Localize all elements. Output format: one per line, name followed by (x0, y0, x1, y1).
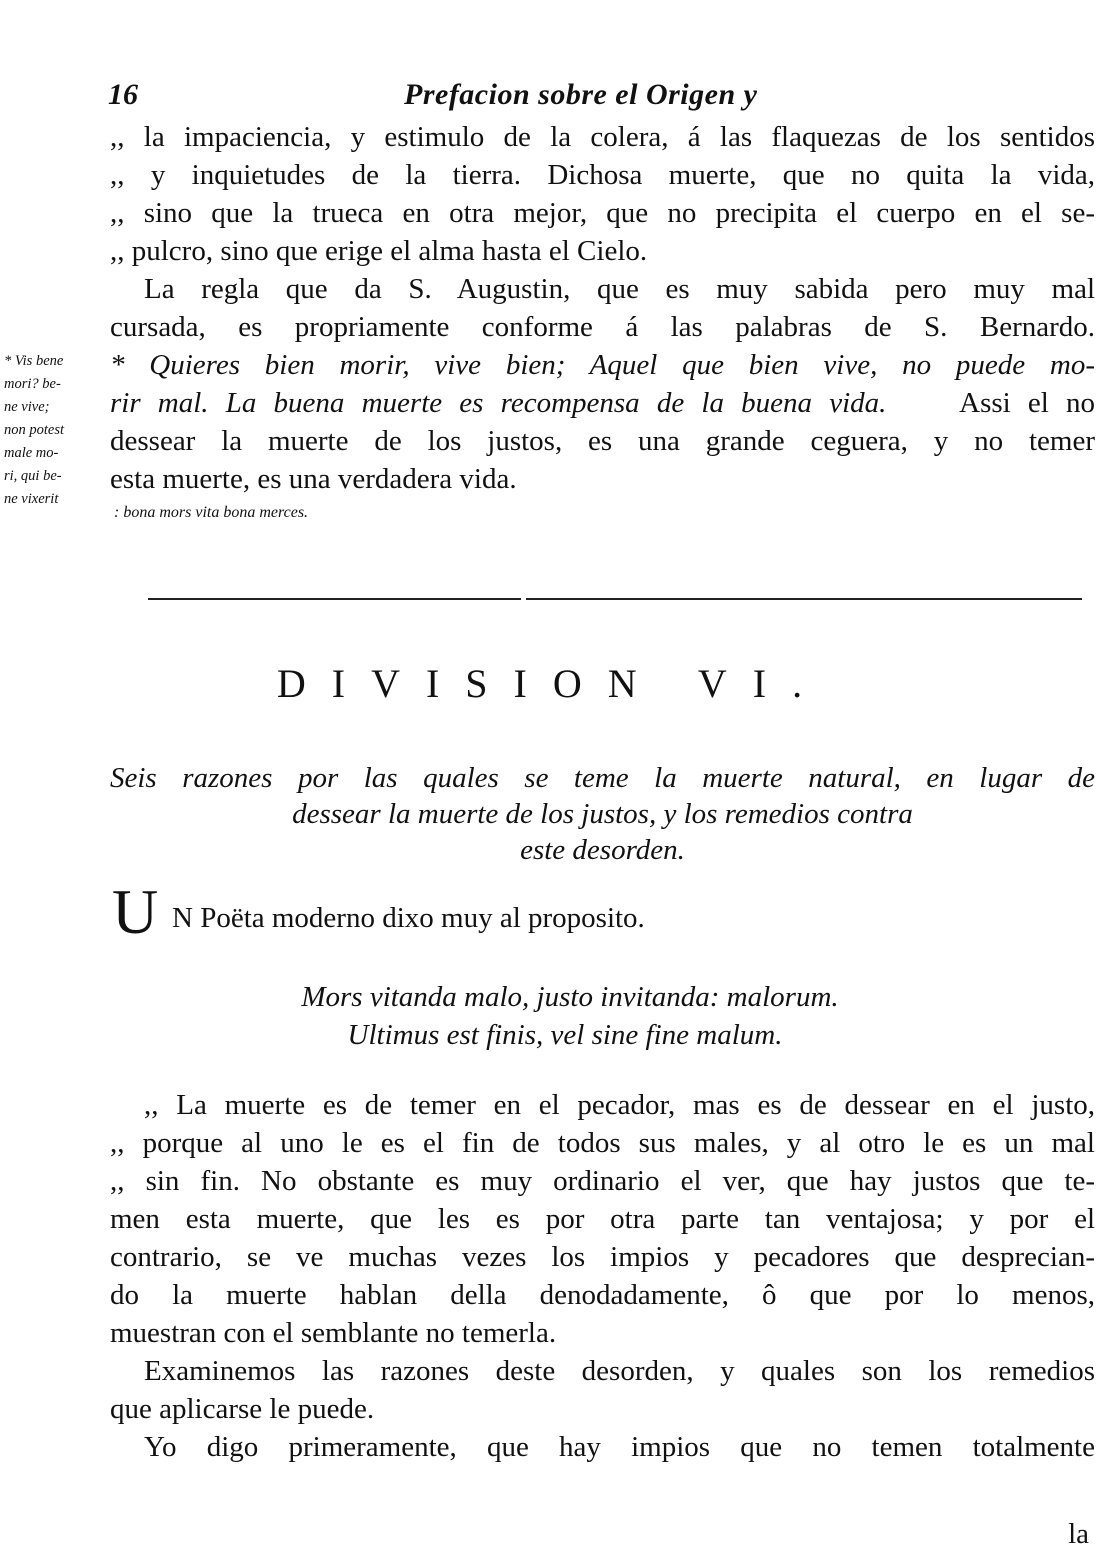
text-line: men esta muerte, que les es por otra parte tan ventajosa; y por el (110, 1203, 1095, 1235)
latin-verse (0, 978, 1105, 1054)
text-line: ,, pulcro, sino que erige el alma hasta el Cielo. (110, 235, 648, 267)
margin-note-line: ri, qui be- (4, 468, 62, 484)
margin-note-line: ne vive; (4, 399, 50, 415)
divider-rule (526, 598, 1082, 600)
text-line-mixed (110, 384, 1095, 422)
body-paragraph (110, 1086, 1095, 1352)
text-line: do la muerte hablan della denodadamente, ô que por lo menos, (110, 1279, 1095, 1311)
text-line: Yo digo primeramente, que hay impios que no temen totalmente (144, 1431, 1095, 1463)
verse-line: Mors vitanda malo, justo invitanda: malorum. (301, 981, 839, 1013)
division-heading: DIVISION VI. (276, 661, 829, 706)
latin-gloss: : bona mors vita bona merces. (114, 504, 309, 521)
body-paragraph (110, 1428, 1095, 1466)
page-number: 16 (108, 78, 138, 111)
text-line: ,, la impaciencia, y estimulo de la colera, á las flaquezas de los sentidos (110, 121, 1095, 153)
text-line: muestran con el semblante no temerla. (110, 1317, 557, 1349)
catchword: la (1068, 1518, 1089, 1550)
italic-span: rir mal. La buena muerte es recompensa de la buena vida. (110, 387, 887, 419)
division-subtitle (110, 760, 1095, 868)
second-paragraph (110, 270, 1095, 528)
text-line: ,, porque al uno le es el fin de todos sus males, y al otro le es un mal (110, 1127, 1095, 1159)
drop-cap: U (112, 876, 159, 947)
margin-note-line: non potest (4, 422, 65, 438)
margin-note (4, 350, 108, 511)
running-title: Prefacion sobre el Origen y (404, 78, 758, 111)
subtitle-line: dessear la muerte de los justos, y los remedios contra (292, 798, 913, 830)
text-line: ,, y inquietudes de la tierra. Dichosa muerte, que no quita la vida, (110, 159, 1095, 191)
text-line: dessear la muerte de los justos, es una grande ceguera, y no temer (110, 425, 1095, 457)
opening-text: N Poëta moderno dixo muy al proposito. (172, 902, 645, 934)
margin-note-line: ne vixerit (4, 491, 59, 507)
text-line: ,, sin fin. No obstante es muy ordinario el ver, que hay justos que te- (110, 1165, 1095, 1197)
subtitle-line: este desorden. (520, 834, 685, 866)
roman-span: Assi el no (959, 387, 1095, 419)
verse-line: Ultimus est finis, vel sine fine malum. (347, 1019, 783, 1051)
divider-rule (148, 598, 521, 600)
text-line: cursada, es propriamente conforme á las palabras de S. Bernardo. (110, 311, 1095, 343)
opening-line (112, 876, 1097, 947)
text-line: ,, La muerte es de temer en el pecador, mas es de dessear en el justo, (144, 1089, 1095, 1121)
text-line: La regla que da S. Augustin, que es muy sabida pero muy mal (144, 273, 1095, 305)
text-line: contrario, se ve muchas vezes los impios y pecadores que desprecian- (110, 1241, 1095, 1273)
text-line: ,, sino que la trueca en otra mejor, que no precipita el cuerpo en el se- (110, 197, 1095, 229)
text-line: que aplicarse le puede. (110, 1393, 375, 1425)
margin-note-line: * Vis bene (4, 353, 64, 369)
running-head (108, 78, 1098, 118)
margin-note-line: male mo- (4, 445, 59, 461)
top-paragraph (110, 118, 1095, 270)
subtitle-line: Seis razones por las quales se teme la muerte natural, en lugar de (110, 762, 1095, 794)
margin-note-line: mori? be- (4, 376, 61, 392)
text-line: esta muerte, es una verdadera vida. (110, 463, 517, 495)
body-paragraph (110, 1352, 1095, 1428)
text-line: Examinemos las razones deste desorden, y quales son los remedios (144, 1355, 1095, 1387)
text-line: * Quieres bien morir, vive bien; Aquel que bien vive, no puede mo- (110, 349, 1095, 381)
